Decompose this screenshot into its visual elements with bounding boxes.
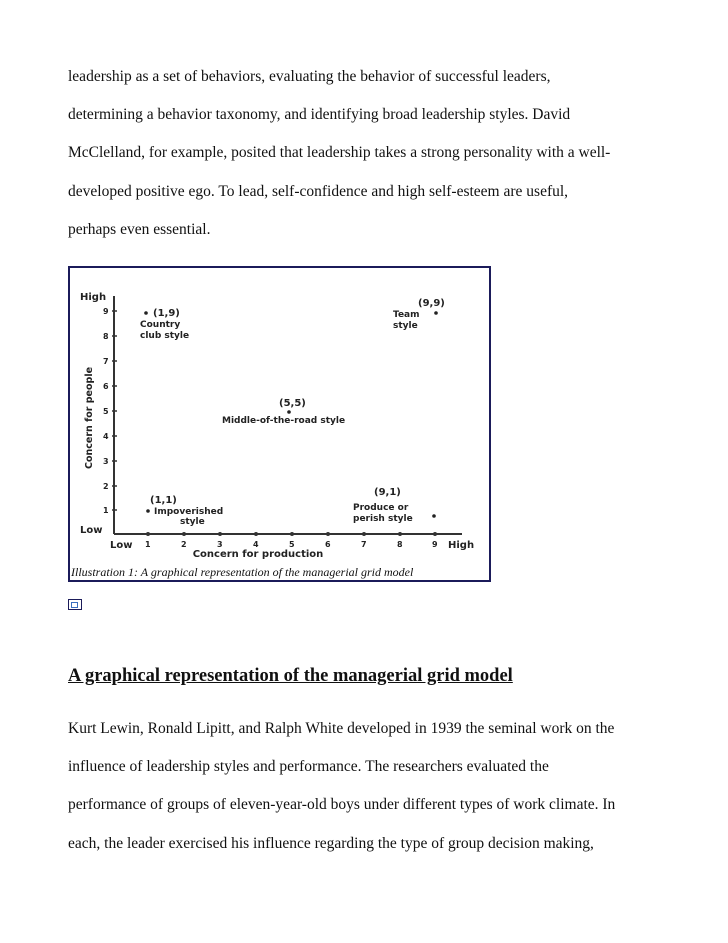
x-tick-label: 9: [432, 540, 438, 549]
managerial-grid-diagram: [70, 268, 489, 564]
style-point-middle-of-the-road: [222, 398, 345, 426]
x-axis-low-label: Low: [110, 540, 133, 551]
y-tick-label: 9: [103, 307, 109, 316]
x-tick-label: 4: [253, 540, 259, 549]
body-paragraph-top: [68, 58, 668, 249]
text-line: Kurt Lewin, Ronald Lipitt, and Ralph White developed in 1939 the seminal work on the: [68, 720, 615, 737]
y-axis-low-label: Low: [80, 525, 103, 536]
svg-text:Produce or: Produce or: [353, 503, 409, 513]
figure-caption: Illustration 1: A graphical representation of the managerial grid model: [71, 565, 414, 579]
style-point-impoverished: [146, 495, 223, 527]
svg-text:club style: club style: [140, 331, 190, 341]
y-tick-label: 2: [103, 482, 109, 491]
svg-text:Team: Team: [393, 310, 420, 320]
y-tick-label: 1: [103, 506, 109, 515]
y-axis-high-label: High: [80, 292, 107, 303]
svg-text:(9,9): (9,9): [418, 298, 445, 309]
text-line: each, the leader exercised his influence regarding the type of group decision making,: [68, 834, 594, 852]
svg-text:(1,9): (1,9): [153, 308, 180, 319]
text-line: developed positive ego. To lead, self-confidence and high self-esteem are useful,: [68, 182, 569, 200]
text-line: leadership as a set of behaviors, evaluating the behavior of successful leaders,: [68, 68, 551, 85]
y-tick-label: 4: [103, 432, 109, 441]
svg-text:(1,1): (1,1): [150, 495, 177, 506]
svg-text:style: style: [393, 321, 418, 331]
broken-image-icon[interactable]: [68, 599, 82, 610]
y-tick-label: 6: [103, 382, 109, 391]
svg-text:style: style: [180, 517, 205, 527]
svg-text:perish style: perish style: [353, 514, 413, 524]
y-axis-title: Concern for people: [84, 366, 95, 470]
x-tick-label: 6: [325, 540, 331, 549]
x-tick-label: 3: [217, 540, 223, 549]
text-line: perhaps even essential.: [68, 220, 211, 238]
y-tick-label: 3: [103, 457, 109, 466]
managerial-grid-figure: [68, 266, 491, 582]
body-paragraph-bottom: [68, 710, 668, 863]
x-tick-label: 1: [145, 540, 151, 549]
svg-text:Middle-of-the-road style: Middle-of-the-road style: [222, 416, 346, 426]
text-line: influence of leadership styles and performance. The researchers evaluated the: [68, 758, 549, 776]
svg-text:(9,1): (9,1): [374, 487, 401, 498]
text-line: McClelland, for example, posited that leadership takes a strong personality with a well-: [68, 144, 611, 162]
section-heading: A graphical representation of the managerial grid model: [68, 666, 513, 686]
x-axis-title: Concern for production: [192, 549, 324, 560]
x-tick-label: 8: [397, 540, 403, 549]
x-tick-label: 5: [289, 540, 295, 549]
svg-text:Country: Country: [140, 320, 181, 330]
text-line: performance of groups of eleven-year-old boys under different types of work climate. In: [68, 796, 616, 814]
x-tick-label: 7: [361, 540, 367, 549]
text-line: determining a behavior taxonomy, and identifying broad leadership styles. David: [68, 106, 571, 124]
style-point-produce-or-perish: [353, 487, 436, 524]
style-point-country-club: [140, 308, 189, 341]
svg-text:Impoverished: Impoverished: [154, 507, 224, 517]
svg-text:(5,5): (5,5): [279, 398, 306, 409]
x-tick-label: 2: [181, 540, 187, 549]
y-tick-label: 8: [103, 332, 109, 341]
y-tick-label: 7: [103, 357, 109, 366]
style-point-team: [393, 298, 445, 331]
x-axis-high-label: High: [448, 540, 475, 551]
y-tick-label: 5: [103, 407, 109, 416]
